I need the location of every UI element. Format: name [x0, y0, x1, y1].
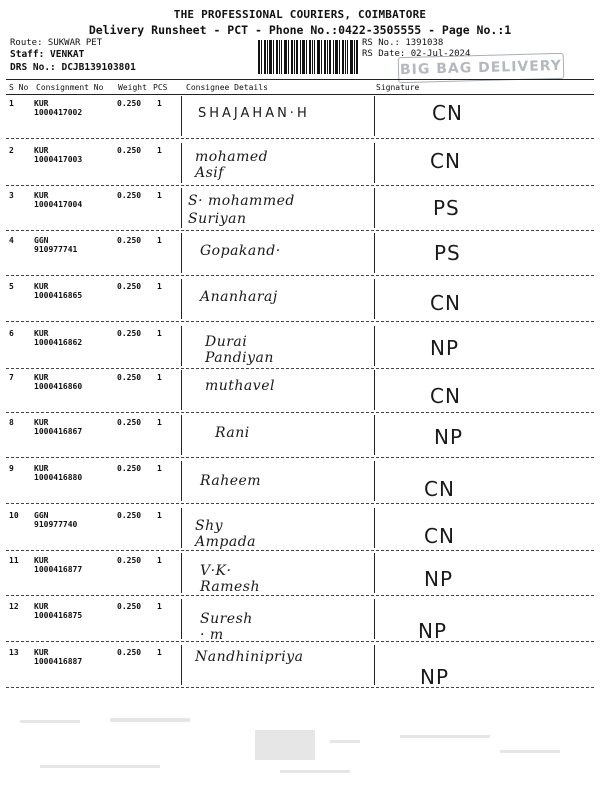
- row-signature-handwritten: CN: [430, 291, 461, 315]
- row-column-rule: [374, 326, 375, 366]
- row-column-rule: [181, 279, 182, 319]
- row-weight: 0.250: [117, 282, 142, 291]
- row-consignee-handwritten: SHAJAHAN·H: [198, 106, 310, 121]
- col-signature: Signature: [376, 83, 420, 92]
- route-label: Route: SUKWAR PET: [10, 38, 103, 48]
- row-column-rule: [374, 143, 375, 183]
- row-sno: 5: [9, 282, 14, 291]
- row-column-rule: [374, 279, 375, 319]
- row-column-rule: [181, 96, 182, 136]
- row-pcs: 1: [157, 236, 162, 245]
- row-consignee-handwritten: S· mohammed Suriyan: [188, 193, 295, 227]
- row-signature-handwritten: NP: [420, 665, 450, 689]
- row-consignment: KUR 1000417002: [34, 99, 83, 117]
- row-consignment: KUR 1000416862: [34, 329, 83, 347]
- row-pcs: 1: [157, 99, 162, 108]
- row-separator: [6, 687, 594, 688]
- row-weight: 0.250: [117, 373, 142, 382]
- row-weight: 0.250: [117, 191, 142, 200]
- row-separator: [6, 185, 594, 186]
- row-signature-handwritten: PS: [434, 241, 461, 265]
- row-separator: [6, 550, 594, 551]
- row-consignee-handwritten: Durai Pandiyan: [205, 334, 274, 366]
- row-sno: 13: [9, 648, 19, 657]
- col-weight: Weight: [118, 83, 147, 92]
- row-pcs: 1: [157, 418, 162, 427]
- row-column-rule: [374, 461, 375, 501]
- row-consignee-handwritten: mohamed Asif: [195, 149, 269, 181]
- row-consignment: KUR 1000416875: [34, 602, 83, 620]
- row-sno: 4: [9, 236, 14, 245]
- row-separator: [6, 230, 594, 231]
- row-column-rule: [374, 188, 375, 228]
- row-weight: 0.250: [117, 556, 142, 565]
- row-signature-handwritten: CN: [430, 149, 461, 173]
- row-pcs: 1: [157, 191, 162, 200]
- col-consignee: Consignee Details: [186, 83, 268, 92]
- row-column-rule: [374, 96, 375, 136]
- runsheet-title: Delivery Runsheet - PCT - Phone No.:0422-3505555 - Page No.:1: [88, 23, 512, 37]
- col-pcs: PCS: [153, 83, 168, 92]
- rs-date: RS Date: 02-Jul-2024: [362, 49, 471, 59]
- row-separator: [6, 321, 594, 322]
- row-signature-handwritten: PS: [433, 196, 460, 220]
- row-signature-handwritten: CN: [424, 524, 455, 548]
- row-consignee-handwritten: Shy Ampada: [195, 518, 257, 550]
- row-signature-handwritten: NP: [424, 567, 454, 591]
- row-column-rule: [374, 553, 375, 593]
- row-column-rule: [374, 370, 375, 410]
- company-name: THE PROFESSIONAL COURIERS, COIMBATORE: [173, 8, 427, 21]
- row-pcs: 1: [157, 146, 162, 155]
- row-weight: 0.250: [117, 418, 142, 427]
- row-column-rule: [181, 143, 182, 183]
- row-weight: 0.250: [117, 146, 142, 155]
- row-consignment: GGN 910977740: [34, 511, 78, 529]
- row-consignee-handwritten: muthavel: [205, 378, 275, 394]
- drs-number: DRS No.: DCJB139103801: [10, 62, 136, 73]
- row-consignment: KUR 1000416880: [34, 464, 83, 482]
- row-weight: 0.250: [117, 329, 142, 338]
- row-sno: 8: [9, 418, 14, 427]
- row-pcs: 1: [157, 602, 162, 611]
- row-column-rule: [181, 188, 182, 228]
- row-pcs: 1: [157, 648, 162, 657]
- row-weight: 0.250: [117, 511, 142, 520]
- row-signature-handwritten: NP: [418, 619, 448, 643]
- row-signature-handwritten: NP: [430, 336, 460, 360]
- row-column-rule: [181, 599, 182, 639]
- row-sno: 2: [9, 146, 14, 155]
- row-column-rule: [374, 599, 375, 639]
- staff-label: Staff: VENKAT: [10, 49, 85, 60]
- row-column-rule: [181, 508, 182, 548]
- row-separator: [6, 275, 594, 276]
- col-sno: S No: [9, 83, 29, 92]
- row-column-rule: [181, 645, 182, 685]
- barcode-icon: [258, 40, 358, 74]
- row-column-rule: [181, 553, 182, 593]
- row-consignee-handwritten: Ananharaj: [200, 289, 278, 305]
- row-consignment: KUR 1000416865: [34, 282, 83, 300]
- row-column-rule: [181, 415, 182, 455]
- row-signature-handwritten: CN: [430, 384, 461, 408]
- row-weight: 0.250: [117, 99, 142, 108]
- row-consignment: KUR 1000416860: [34, 373, 83, 391]
- row-separator: [6, 368, 594, 369]
- row-sno: 1: [9, 99, 14, 108]
- rs-number: RS No.: 1391038: [362, 38, 444, 48]
- header-bottom-rule: [6, 94, 594, 95]
- col-consignment: Consignment No: [36, 83, 104, 92]
- table-top-rule: [6, 79, 594, 80]
- row-weight: 0.250: [117, 602, 142, 611]
- row-signature-handwritten: CN: [432, 101, 463, 125]
- row-sno: 6: [9, 329, 14, 338]
- row-sno: 12: [9, 602, 19, 611]
- row-consignment: GGN 910977741: [34, 236, 78, 254]
- row-consignee-handwritten: Nandhinipriya: [195, 649, 304, 665]
- row-signature-handwritten: CN: [424, 477, 455, 501]
- row-consignee-handwritten: Rani: [215, 425, 250, 441]
- row-sno: 3: [9, 191, 14, 200]
- row-separator: [6, 641, 594, 642]
- row-column-rule: [181, 326, 182, 366]
- row-column-rule: [374, 645, 375, 685]
- row-separator: [6, 503, 594, 504]
- row-separator: [6, 457, 594, 458]
- row-weight: 0.250: [117, 648, 142, 657]
- faint-bleedthrough: [0, 690, 600, 800]
- row-pcs: 1: [157, 373, 162, 382]
- row-pcs: 1: [157, 556, 162, 565]
- row-consignee-handwritten: Gopakand·: [200, 243, 281, 259]
- row-consignment: KUR 1000417003: [34, 146, 83, 164]
- row-sno: 7: [9, 373, 14, 382]
- row-sno: 11: [9, 556, 19, 565]
- row-column-rule: [374, 508, 375, 548]
- row-separator: [6, 412, 594, 413]
- row-column-rule: [374, 415, 375, 455]
- row-column-rule: [181, 461, 182, 501]
- row-pcs: 1: [157, 511, 162, 520]
- row-consignment: KUR 1000417004: [34, 191, 83, 209]
- row-weight: 0.250: [117, 464, 142, 473]
- row-separator: [6, 595, 594, 596]
- row-column-rule: [181, 370, 182, 410]
- row-consignment: KUR 1000416867: [34, 418, 83, 436]
- row-pcs: 1: [157, 464, 162, 473]
- row-pcs: 1: [157, 282, 162, 291]
- row-sno: 9: [9, 464, 14, 473]
- row-pcs: 1: [157, 329, 162, 338]
- row-separator: [6, 138, 594, 139]
- row-sno: 10: [9, 511, 19, 520]
- row-weight: 0.250: [117, 236, 142, 245]
- row-consignment: KUR 1000416877: [34, 556, 83, 574]
- row-consignee-handwritten: V·K· Ramesh: [200, 563, 260, 595]
- row-column-rule: [374, 233, 375, 273]
- row-column-rule: [181, 233, 182, 273]
- row-signature-handwritten: NP: [434, 425, 464, 449]
- big-bag-delivery-stamp: BIG BAG DELIVERY: [398, 53, 565, 83]
- row-consignment: KUR 1000416887: [34, 648, 83, 666]
- row-consignee-handwritten: Suresh · m: [200, 611, 253, 643]
- row-consignee-handwritten: Raheem: [200, 473, 262, 489]
